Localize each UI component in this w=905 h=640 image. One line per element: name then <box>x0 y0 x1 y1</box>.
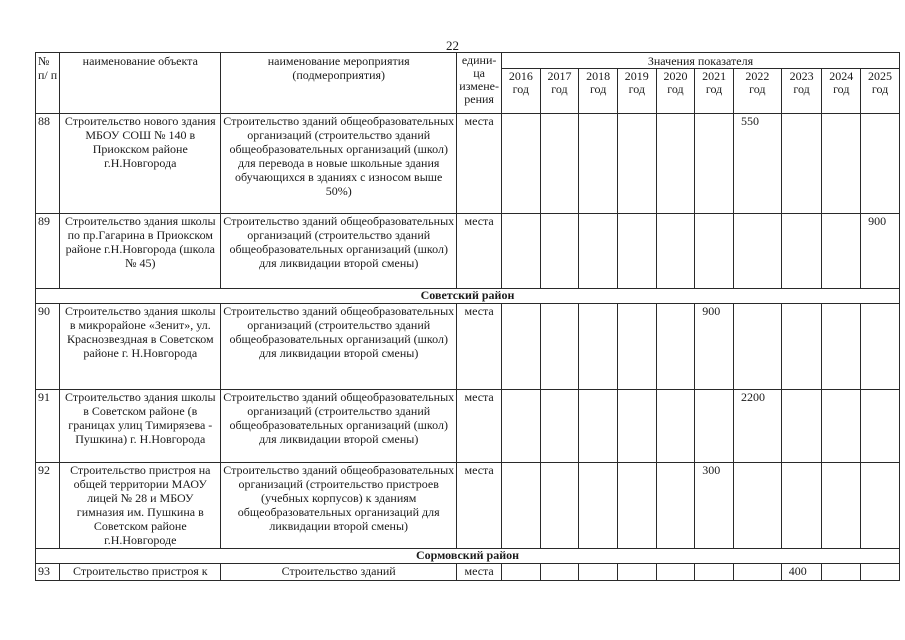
unit: места <box>457 564 502 581</box>
year-value <box>579 463 618 549</box>
page-number: 22 <box>446 38 459 53</box>
year-value <box>502 390 541 463</box>
year-value <box>861 463 900 549</box>
year-value <box>695 564 734 581</box>
year-value <box>781 304 822 390</box>
header-year: 2018 год <box>579 69 618 114</box>
year-value <box>861 114 900 214</box>
header-year: 2025 год <box>861 69 900 114</box>
year-value <box>822 390 861 463</box>
row-number: 89 <box>36 214 60 289</box>
header-year: 2022 год <box>733 69 781 114</box>
year-value <box>656 390 695 463</box>
year-value: 900 <box>861 214 900 289</box>
year-value: 2200 <box>733 390 781 463</box>
object-name: Строительство нового здания МБОУ СОШ № 140 в Приокском районе г.Н.Новгорода <box>60 114 221 214</box>
year-value <box>617 214 656 289</box>
year-value <box>656 564 695 581</box>
table-row <box>36 304 900 390</box>
year-value <box>822 304 861 390</box>
year-value <box>540 564 579 581</box>
unit: места <box>457 214 502 289</box>
year-value: 400 <box>781 564 822 581</box>
year-value <box>695 390 734 463</box>
year-value: 900 <box>695 304 734 390</box>
year-value <box>822 114 861 214</box>
year-value <box>617 390 656 463</box>
year-value <box>822 463 861 549</box>
year-value <box>781 390 822 463</box>
year-value <box>617 463 656 549</box>
year-value <box>822 564 861 581</box>
unit: места <box>457 463 502 549</box>
year-value <box>540 114 579 214</box>
year-value <box>579 214 618 289</box>
year-value <box>502 564 541 581</box>
object-name: Строительство здания школы в микрорайоне «Зенит», ул. Краснозвездная в Советском районе г. Н.Новгорода <box>60 304 221 390</box>
district-name: Сормовский район <box>36 549 900 564</box>
year-value: 550 <box>733 114 781 214</box>
year-value <box>822 214 861 289</box>
indicator-table <box>35 52 900 581</box>
year-value <box>579 390 618 463</box>
row-number: 88 <box>36 114 60 214</box>
object-name: Строительство здания школы по пр.Гагарина в Приокском районе г.Н.Новгорода (школа № 45) <box>60 214 221 289</box>
year-value <box>695 114 734 214</box>
table-row <box>36 564 900 581</box>
year-value <box>579 114 618 214</box>
header-year: 2017 год <box>540 69 579 114</box>
year-value <box>540 214 579 289</box>
object-name: Строительство пристроя на общей территории МАОУ лицей № 28 и МБОУ гимназия им. Пушкина в Советском районе г.Н.Новгороде <box>60 463 221 549</box>
table-row <box>36 390 900 463</box>
year-value <box>617 114 656 214</box>
header-year: 2016 год <box>502 69 541 114</box>
year-value <box>781 214 822 289</box>
year-value <box>617 304 656 390</box>
table-row <box>36 214 900 289</box>
event-name: Строительство зданий общеобразовательных организаций (строительство зданий общеобразовательных организаций (школ) для перевода в новые школьные здания обучающихся в зданиях с износом выше 50%) <box>221 114 457 214</box>
year-value <box>502 214 541 289</box>
row-number: 90 <box>36 304 60 390</box>
table-row <box>36 114 900 214</box>
event-name: Строительство зданий общеобразовательных организаций (строительство пристроев (учебных корпусов) к зданиям общеобразовательных организаций для ликвидации второй смены) <box>221 463 457 549</box>
year-value <box>502 463 541 549</box>
header-year: 2024 год <box>822 69 861 114</box>
year-value <box>579 304 618 390</box>
year-value: 300 <box>695 463 734 549</box>
object-name: Строительство пристроя к <box>60 564 221 581</box>
header-event: наименование мероприятия (подмероприятия) <box>221 53 457 114</box>
district-section-row <box>36 289 900 304</box>
year-value <box>781 114 822 214</box>
year-value <box>656 463 695 549</box>
year-value <box>861 390 900 463</box>
year-value <box>781 463 822 549</box>
unit: места <box>457 114 502 214</box>
district-name: Советский район <box>36 289 900 304</box>
table-row <box>36 463 900 549</box>
header-year: 2023 год <box>781 69 822 114</box>
row-number: 92 <box>36 463 60 549</box>
header-values-title: Значения показателя <box>502 53 900 69</box>
year-value <box>656 114 695 214</box>
header-num: № п/ п <box>36 53 60 114</box>
year-value <box>656 304 695 390</box>
unit: места <box>457 390 502 463</box>
year-value <box>540 463 579 549</box>
header-year: 2020 год <box>656 69 695 114</box>
object-name: Строительство здания школы в Советском районе (в границах улиц Тимирязева - Пушкина) г. Н.Новгорода <box>60 390 221 463</box>
year-value <box>733 214 781 289</box>
event-name: Строительство зданий <box>221 564 457 581</box>
year-value <box>861 304 900 390</box>
year-value <box>656 214 695 289</box>
year-value <box>695 214 734 289</box>
event-name: Строительство зданий общеобразовательных организаций (строительство зданий общеобразовательных организаций (школ) для ликвидации второй смены) <box>221 390 457 463</box>
year-value <box>579 564 618 581</box>
header-unit: едини- ца измене- рения <box>457 53 502 114</box>
year-value <box>733 564 781 581</box>
year-value <box>540 304 579 390</box>
year-value <box>733 463 781 549</box>
event-name: Строительство зданий общеобразовательных организаций (строительство зданий общеобразовательных организаций (школ) для ликвидации второй смены) <box>221 304 457 390</box>
year-value <box>733 304 781 390</box>
year-value <box>861 564 900 581</box>
header-year: 2021 год <box>695 69 734 114</box>
district-section-row <box>36 549 900 564</box>
row-number: 91 <box>36 390 60 463</box>
year-value <box>617 564 656 581</box>
row-number: 93 <box>36 564 60 581</box>
year-value <box>502 304 541 390</box>
event-name: Строительство зданий общеобразовательных организаций (строительство зданий общеобразовательных организаций (школ) для ликвидации второй смены) <box>221 214 457 289</box>
unit: места <box>457 304 502 390</box>
year-value <box>540 390 579 463</box>
year-value <box>502 114 541 214</box>
header-year: 2019 год <box>617 69 656 114</box>
header-object: наименование объекта <box>60 53 221 114</box>
